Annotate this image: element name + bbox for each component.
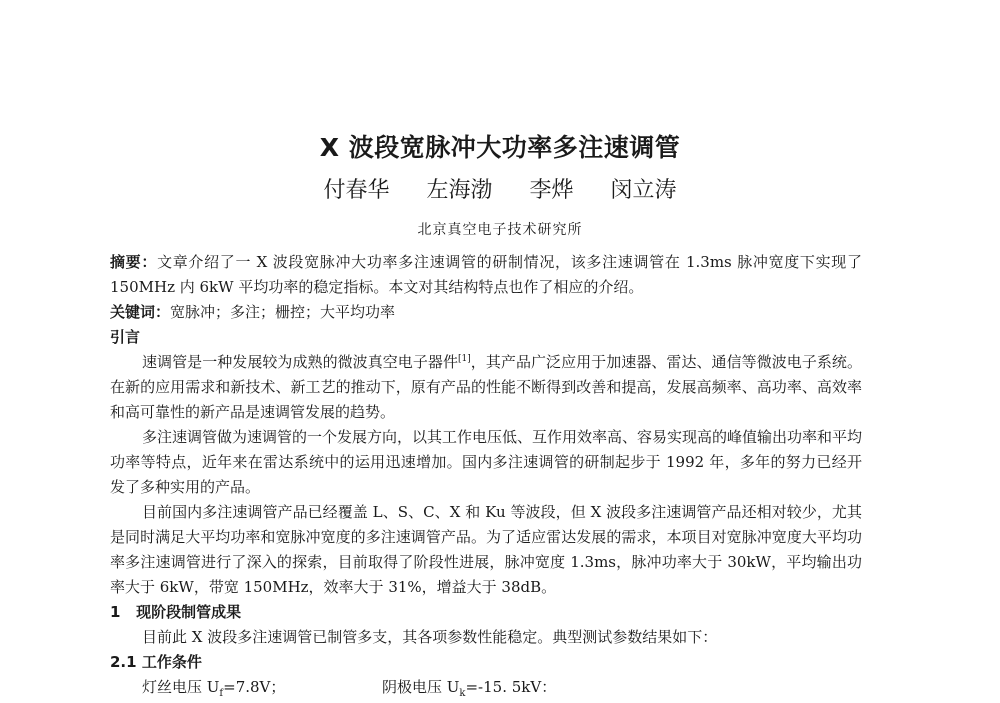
paragraph-3: 目前国内多注速调管产品已经覆盖 L、S、C、X 和 Ku 等波段，但 X 波段多注速调管产品还相对较少，尤其是同时满足大平均功率和宽脉冲宽度的多注速调管产品。为了适应雷达发展的需求，本项目对宽脉冲宽度大平均功率多注速调管进行了深入的探索，目前取得了阶段性进展，脉冲宽度 1.3ms，脉冲功率大于 30kW，平均输出功率大于 6kW，带宽 150MHz，效率大于 31%，增益大于 38dB。 bbox=[110, 503, 862, 596]
paragraph-text: 速调管是一种发展较为成熟的微波真空电子器件 bbox=[142, 353, 458, 371]
cathode-voltage: 阴极电压 $U_k=-15$. 5kV： bbox=[382, 678, 557, 699]
keywords-text: 宽脉冲；多注；栅控；大平均功率 bbox=[170, 303, 396, 321]
section-1-heading bbox=[110, 600, 862, 625]
keywords-label: 关键词： bbox=[110, 303, 171, 321]
section-title: 现阶段制管成果 bbox=[136, 603, 242, 621]
abstract-label: 摘要： bbox=[110, 253, 158, 271]
author-list bbox=[0, 173, 1000, 204]
filament-voltage: 灯丝电压 $U_f=7.8V$； bbox=[142, 678, 286, 699]
section-2-1-heading bbox=[110, 650, 862, 675]
intro-heading: 引言 bbox=[110, 328, 141, 346]
conditions-row bbox=[110, 675, 862, 700]
section-title: 工作条件 bbox=[141, 653, 202, 671]
author: 付春华 bbox=[323, 178, 390, 203]
author: 左海渤 bbox=[426, 178, 493, 203]
paragraph-2: 多注速调管做为速调管的一个发展方向，以其工作电压低、互作用效率高、容易实现高的峰值输出功率和平均功率等特点，近年来在雷达系统中的运用迅速增加。国内多注速调管的研制起步于 1992 年，多年的努力已经开发了多种实用的产品。 bbox=[110, 428, 863, 496]
author: 闵立涛 bbox=[610, 178, 677, 203]
affiliation: 北京真空电子技术研究所 bbox=[417, 222, 583, 238]
section-number: 1 bbox=[110, 603, 121, 621]
abstract-text: 文章介绍了一 X 波段宽脉冲大功率多注速调管的研制情况，该多注速调管在 1.3ms 脉冲宽度下实现了 150MHz 内 6kW 平均功率的稳定指标。本文对其结构特点也作了相应的介绍。 bbox=[110, 253, 862, 296]
keywords bbox=[110, 300, 862, 325]
section-1-text: 目前此 X 波段多注速调管已制管多支，其各项参数性能稳定。典型测试参数结果如下： bbox=[142, 628, 718, 646]
paper-body bbox=[110, 250, 862, 700]
paragraph-text: ，其产品广泛应用于加速器、雷达、通信等微波电子系统。在新的应用需求和新技术、新工艺的推动下，原有产品的性能不断得到改善和提高，发展高频率、高功率、高效率和高可靠性的新产品是速调管发展的趋势。 bbox=[110, 353, 862, 421]
citation: [1] bbox=[458, 354, 471, 364]
paragraph-1 bbox=[110, 350, 862, 425]
paper-title: X 波段宽脉冲大功率多注速调管 bbox=[319, 133, 681, 162]
author: 李烨 bbox=[529, 178, 574, 203]
section-number: 2.1 bbox=[110, 653, 137, 671]
abstract bbox=[110, 250, 862, 300]
